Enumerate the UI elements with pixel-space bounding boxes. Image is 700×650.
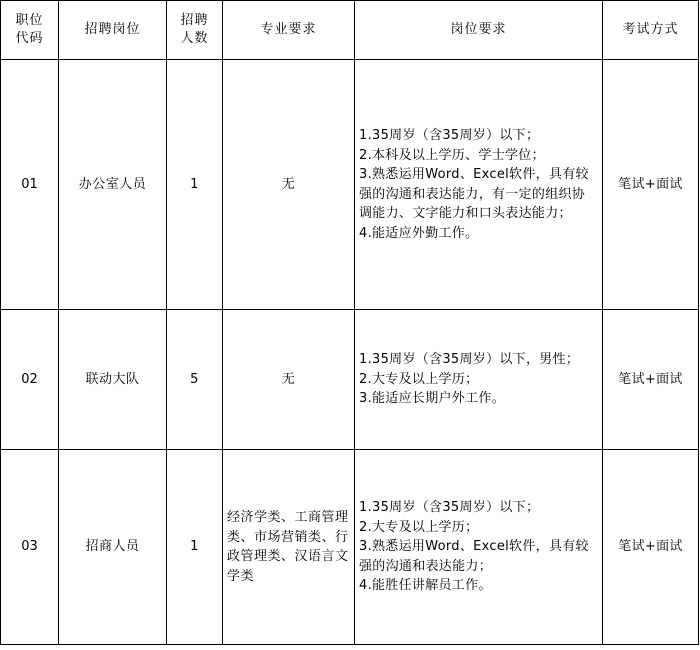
cell-exam: 笔试+面试	[603, 450, 699, 645]
table-header-row	[1, 1, 699, 60]
table-body	[1, 60, 699, 645]
cell-number: 1	[167, 60, 223, 310]
cell-code: 01	[1, 60, 59, 310]
table-row	[1, 60, 699, 310]
major-text: 经济学类、工商管理类、市场营销类、行政管理类、汉语言文学类	[227, 510, 349, 584]
cell-major	[223, 450, 355, 645]
table-row	[1, 450, 699, 645]
cell-requirement	[355, 310, 603, 450]
cell-number: 5	[167, 310, 223, 450]
column-header-number-line2: 人数	[180, 31, 209, 46]
cell-exam: 笔试+面试	[603, 310, 699, 450]
requirement-line: 2.本科及以上学历、学士学位；	[359, 147, 545, 163]
cell-requirement	[355, 60, 603, 310]
requirement-line: 4.能胜任讲解员工作。	[359, 578, 492, 594]
column-header-code	[1, 1, 59, 60]
cell-post: 办公室人员	[59, 60, 167, 310]
requirement-line: 4.能适应外勤工作。	[359, 225, 479, 241]
requirement-line: 2.大专及以上学历；	[359, 519, 479, 535]
table-header	[1, 1, 699, 60]
column-header-number	[167, 1, 223, 60]
column-header-post: 招聘岗位	[59, 1, 167, 60]
requirement-line: 2.大专及以上学历；	[359, 371, 479, 387]
column-header-number-line1: 招聘	[180, 13, 209, 29]
cell-code: 03	[1, 450, 59, 645]
cell-number: 1	[167, 450, 223, 645]
requirement-line: 1.35周岁（含35周岁）以下；	[359, 500, 540, 516]
requirement-line: 3.熟悉运用Word、Excel软件，具有较强的沟通和表达能力；	[359, 539, 589, 574]
requirement-line: 1.35周岁（含35周岁）以下；	[359, 128, 540, 143]
column-header-requirement: 岗位要求	[355, 1, 603, 60]
requirement-line: 1.35周岁（含35周岁）以下，男性；	[359, 352, 580, 368]
requirement-line: 3.能适应长期户外工作。	[359, 391, 506, 407]
cell-code: 02	[1, 310, 59, 450]
cell-major: 无	[223, 60, 355, 310]
column-header-exam: 考试方式	[603, 1, 699, 60]
cell-post: 联动大队	[59, 310, 167, 450]
column-header-code-line1: 职位	[15, 13, 44, 29]
table-row	[1, 310, 699, 450]
requirement-line: 3.熟悉运用Word、Excel软件，具有较强的沟通和表达能力，有一定的组织协调能力、文字能力和口头表达能力；	[359, 167, 589, 221]
cell-exam: 笔试+面试	[603, 60, 699, 310]
cell-major: 无	[223, 310, 355, 450]
cell-requirement	[355, 450, 603, 645]
cell-post: 招商人员	[59, 450, 167, 645]
column-header-code-line2: 代码	[15, 31, 44, 46]
column-header-major: 专业要求	[223, 1, 355, 60]
